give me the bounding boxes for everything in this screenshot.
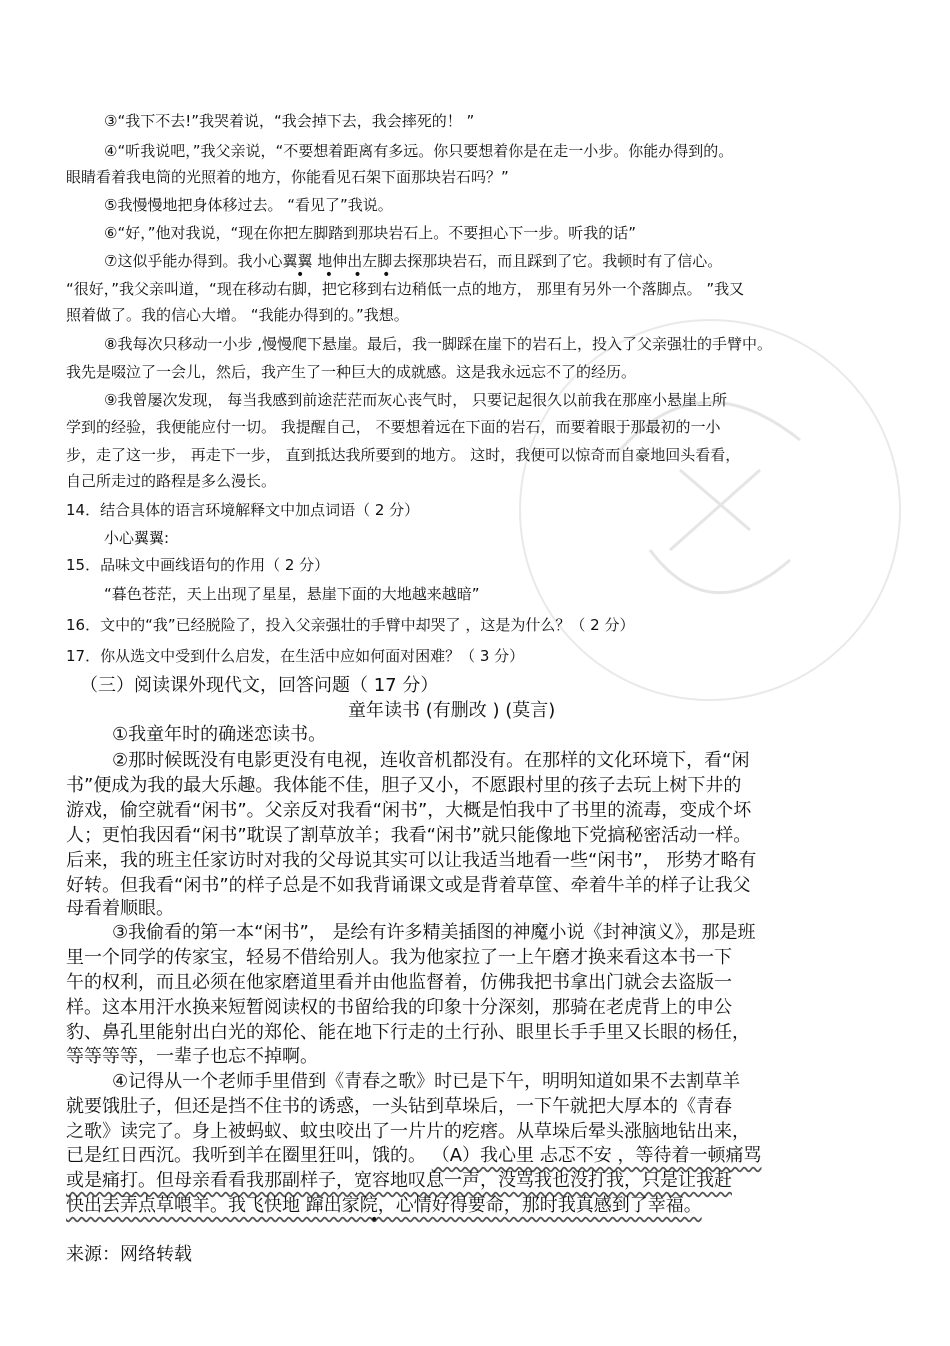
marked-sentence-line: 或是痛打。但母亲看看我那副样子，宽容地叹息一声，没骂我也没打我，只是让我赶 xyxy=(66,1170,732,1191)
paragraph-3: ③“我下不去!”我哭着说，“我会掉下去，我会摔死的！ ” xyxy=(104,112,475,130)
article-paragraph-3-line: 豹、鼻孔里能射出白光的郑伦、能在地下行走的土行孙、眼里长手手里又长眼的杨任， xyxy=(66,1022,750,1043)
article-paragraph-4-line xyxy=(66,1141,762,1167)
article-paragraph-2-line: 书”便成为我的最大乐趣。我体能不佳，胆子又小，不愿跟村里的孩子去玩上树下井的 xyxy=(66,775,742,796)
article-title: 童年读书 (有删改 ) (莫言) xyxy=(348,700,556,721)
marked-sentence-line: 快出去弄点草喂羊。我飞快地 蹿出家院，心情好得要命，那时我真感到了幸福。 xyxy=(66,1195,702,1216)
article-paragraph-3-line: ③我偷看的第一本“闲书”， 是绘有许多精美插图的神魔小说《封神演义》，那是班 xyxy=(112,922,756,943)
article-paragraph-2-line: 游戏，偷空就看“闲书”。父亲反对我看“闲书”，大概是怕我中了书里的流毒，变成个坏 xyxy=(66,800,752,821)
paragraph-7-line-1: ⑦这似乎能办得到。我小心翼翼 地伸出左脚去探那块岩石，而且踩到了它。我顿时有了信心。 xyxy=(104,252,723,270)
paragraph-5: ⑤我慢慢地把身体移过去。 “看见了”我说。 xyxy=(104,196,393,214)
paragraph-7-line-3: 照着做了。我的信心大增。 “我能办得到的。”我想。 xyxy=(66,306,409,324)
article-paragraph-3-line: 里一个同学的传家宝，轻易不借给别人。我为他家拉了一上午磨才换来看这本书一下 xyxy=(66,947,732,968)
article-paragraph-2-line: 后来，我的班主任家访时对我的父母说其实可以让我适当地看一些“闲书”， 形势才略有 xyxy=(66,850,757,871)
question-14: 14．结合具体的语言环境解释文中加点词语（ 2 分） xyxy=(66,501,420,519)
article-paragraph-4-line: 就要饿肚子，但还是挡不住书的诱惑，一头钻到草垛后，一下午就把大厚本的《青春 xyxy=(66,1096,732,1117)
article-paragraph-1: ①我童年时的确迷恋读书。 xyxy=(112,724,327,745)
paragraph-9-line-3: 步，走了这一步， 再走下一步， 直到抵达我所要到的地方。 这时，我便可以惊奇而自豪地回头看看， xyxy=(66,446,741,464)
paragraph-9-line-4: 自己所走过的路程是多么漫长。 xyxy=(66,472,277,490)
article-paragraph-2-line: 人；更怕我因看“闲书”耽误了割草放羊；我看“闲书”就只能像地下党搞秘密活动一样。 xyxy=(66,825,752,846)
paragraph-8-line-1: ⑧我每次只移动一小步 ,慢慢爬下悬崖。最后，我一脚踩在崖下的岩石上，投入了父亲强壮的手臂中。 xyxy=(104,335,772,353)
paragraph-9-line-1: ⑨我曾屡次发现， 每当我感到前途茫茫而灰心丧气时， 只要记起很久以前我在那座小悬崖上所 xyxy=(104,391,727,409)
article-paragraph-4-line: ④记得从一个老师手里借到《青春之歌》时已是下午，明明知道如果不去割草羊 xyxy=(112,1071,741,1092)
emphasis-dot: • xyxy=(370,1212,379,1228)
article-paragraph-3-line: 等等等等，一辈子也忘不掉啊。 xyxy=(66,1046,318,1067)
paragraph-9-line-2: 学到的经验，我便能应付一切。 我提醒自己， 不要想着远在下面的岩石，而要着眼于那最初的一小 xyxy=(66,418,721,436)
article-paragraph-4-line: 之歌》读完了。身上被蚂蚁、蚊虫咬出了一片片的疙瘩。从草垛后晕头涨脑地钻出来， xyxy=(66,1121,750,1142)
article-paragraph-3-line: 样。这本用汗水换来短暂阅读权的书留给我的印象十分深刻，那骑在老虎背上的申公 xyxy=(66,997,732,1018)
section-heading: （三）阅读课外现代文，回答问题（ 17 分） xyxy=(80,675,439,696)
paragraph-7-line-2: “很好，”我父亲叫道，“现在移动右脚，把它移到右边稍低一点的地方， 那里有另外一个落脚点。 ”我又 xyxy=(66,280,745,298)
source-note: 来源：网络转载 xyxy=(66,1244,192,1265)
question-15: 15．品味文中画线语句的作用（ 2 分） xyxy=(66,556,330,574)
article-paragraph-3-line: 午的权利，而且必须在他家磨道里看并由他监督着，仿佛我把书拿出门就会去盗版一 xyxy=(66,972,732,993)
emphasis-dots: • • • • xyxy=(296,267,399,283)
question-16: 16．文中的“我”已经脱险了，投入父亲强壮的手臂中却哭了 ，这是为什么？（ 2 分） xyxy=(66,616,635,634)
paragraph-6: ⑥“好，”他对我说，“现在你把左脚踏到那块岩石上。不要担心下一步。听我的话” xyxy=(104,224,637,242)
paragraph-8-line-2: 我先是啜泣了一会儿，然后，我产生了一种巨大的成就感。这是我永远忘不了的经历。 xyxy=(66,363,637,381)
question-15-sub: “暮色苍茫，天上出现了星星，悬崖下面的大地越来越暗” xyxy=(104,585,480,603)
question-17: 17．你从选文中受到什么启发，在生活中应如何面对困难？（ 3 分） xyxy=(66,647,525,665)
paragraph-4-line-2: 眼睛看着我电筒的光照着的地方，你能看见石架下面那块岩石吗？” xyxy=(66,168,509,186)
article-paragraph-4-plain-text: 已是红日西沉。我听到羊在圈里狂叫，饿的。 xyxy=(66,1145,432,1166)
question-14-sub: 小心翼翼: xyxy=(104,529,170,547)
article-paragraph-2-line: ②那时候既没有电影更没有电视，连收音机都没有。在那样的文化环境下，看“闲 xyxy=(112,750,750,771)
marked-sentence-a: （A）我心里 忐忑不安 ，等待着一顿痛骂 xyxy=(431,1145,762,1166)
paragraph-4-line-1: ④“听我说吧，”我父亲说，“不要想着距离有多远。你只要想着你是在走一小步。你能办得到的。 xyxy=(104,142,734,160)
article-paragraph-2-line: 母看着顺眼。 xyxy=(66,898,174,919)
article-paragraph-2-line: 好转。但我看“闲书”的样子总是不如我背诵课文或是背着草筐、牵着牛羊的样子让我父 xyxy=(66,875,751,896)
